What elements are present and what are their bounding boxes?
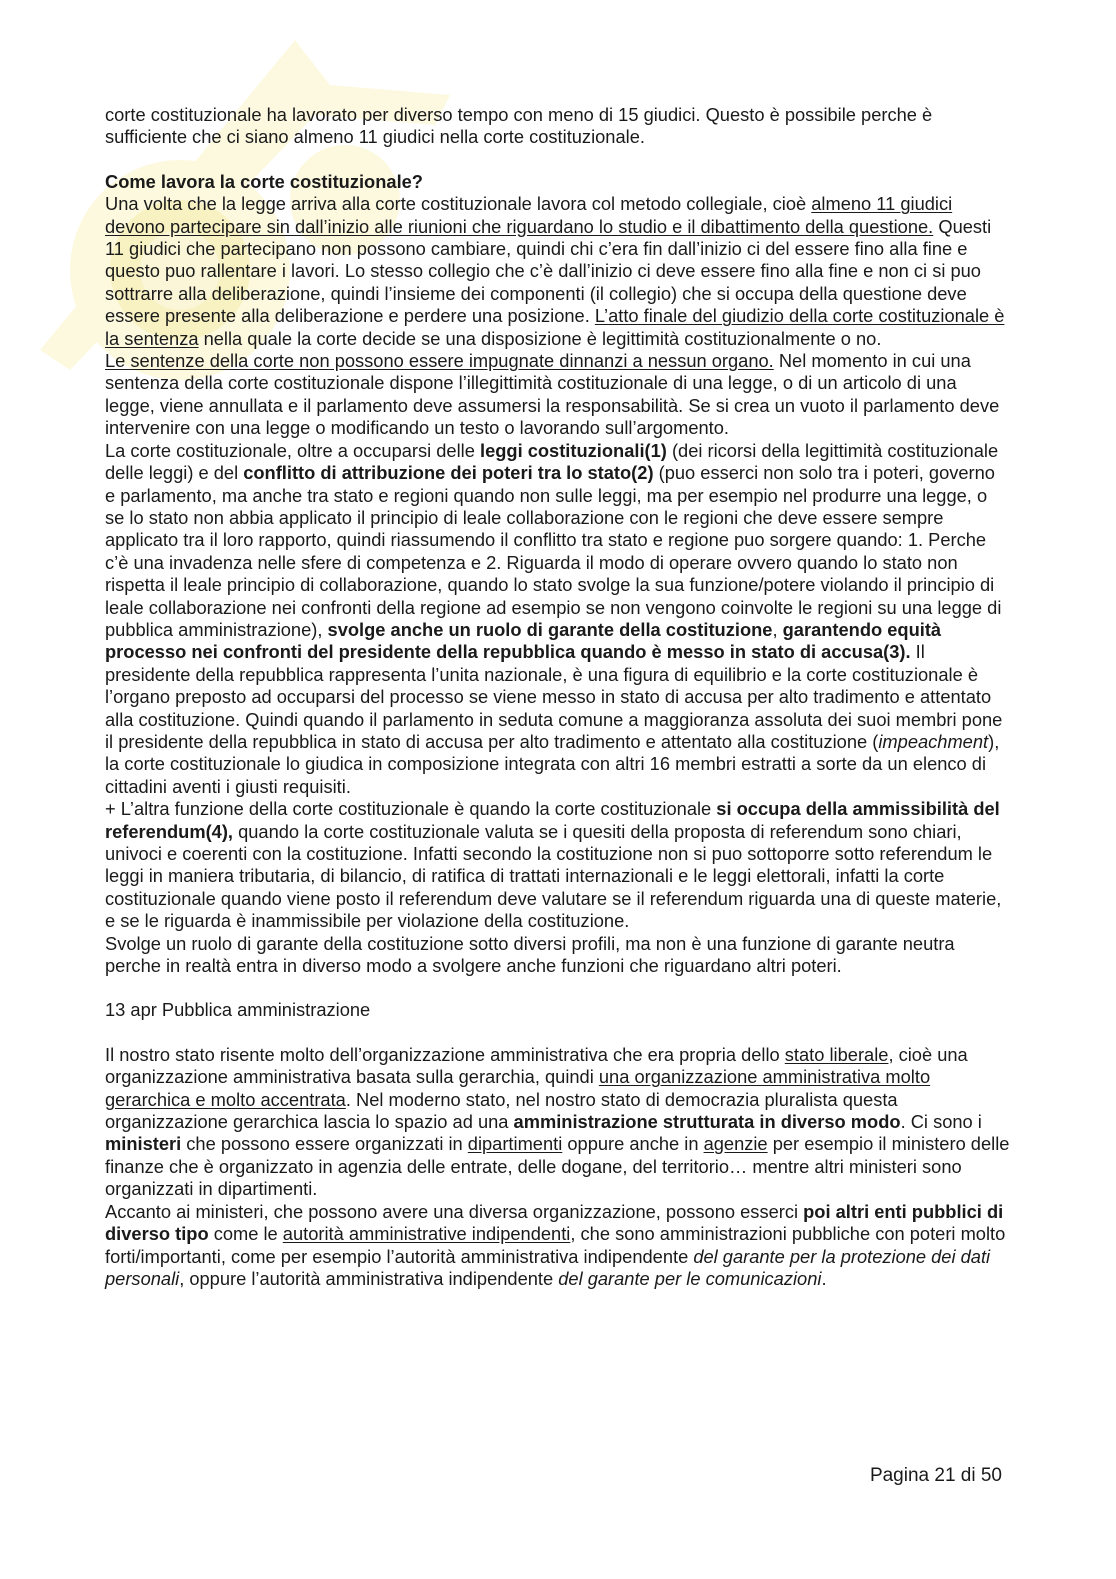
bold-text: ministeri — [105, 1133, 182, 1155]
paragraph — [105, 1044, 1010, 1201]
paragraph — [105, 1201, 1010, 1291]
underlined-text: stato liberale — [784, 1043, 889, 1065]
paragraph — [105, 350, 1010, 440]
text-run: , cioè una organizzazione amministrativa basata sulla gerarchia, quindi — [105, 1043, 968, 1088]
paragraph-spacer — [105, 149, 1010, 171]
text-run: come le — [208, 1223, 283, 1245]
text-run: Il nostro stato risente molto dell’organizzazione amministrativa che era propria dello — [105, 1043, 785, 1065]
text-run: , oppure l’autorità amministrativa indipendente — [179, 1267, 559, 1289]
paragraph — [105, 999, 1010, 1021]
italic-text: del garante per la protezione dei dati personali — [105, 1245, 991, 1289]
text-run: . — [821, 1267, 827, 1289]
bold-text: svolge anche un ruolo di garante della costituzione — [327, 618, 773, 640]
text-run: La corte costituzionale, oltre a occuparsi delle — [105, 439, 480, 461]
paragraph — [105, 193, 1010, 350]
text-run: 13 apr Pubblica amministrazione — [105, 999, 371, 1021]
bold-text: conflitto di attribuzione dei poteri tra lo stato(2) — [243, 462, 654, 484]
bold-text: si occupa della ammissibilità del referendum(4), — [105, 798, 1000, 842]
bold-text: leggi costituzionali(1) — [479, 439, 667, 461]
text-run: Una volta che la legge arriva alla corte costituzionale lavora col metodo collegiale, cioè — [105, 193, 812, 215]
underlined-text: autorità amministrative indipendenti — [282, 1223, 571, 1245]
paragraph — [105, 171, 1010, 193]
text-run: oppure anche in — [562, 1133, 704, 1155]
bold-text: garantendo equità processo nei confronti del presidente della repubblica quando è messo in stato di accusa(3). — [105, 618, 942, 663]
text-run: (dei ricorsi della legittimità costituzionale delle leggi) e del — [105, 439, 999, 484]
underlined-text: agenzie — [703, 1133, 768, 1155]
text-run: per esempio il ministero delle finanze che è organizzato in agenzia delle entrate, delle dogane, del territorio… mentre altri ministeri sono organizzati in dipartimenti. — [105, 1133, 1010, 1200]
paragraph-spacer — [105, 977, 1010, 999]
text-run: . Nel moderno stato, nel nostro stato di democrazia pluralista questa organizzazione gerarchica lascia lo spazio ad una — [105, 1088, 898, 1133]
paragraph — [105, 440, 1010, 799]
text-run: Nel momento in cui una sentenza della corte costituzionale dispone l’illegittimità costituzionale di una legge, o di un articolo di una legge, viene annullata e il parlamento deve assumersi la responsabilità. Se si crea un vuoto il parlamento deve intervenire con una legge o modificando un testo o lavorando sull’argomento. — [105, 350, 1000, 439]
page-number: Pagina 21 di 50 — [869, 1465, 1002, 1486]
bold-text: Come lavora la corte costituzionale? — [105, 170, 423, 192]
paragraph — [105, 933, 1010, 978]
bold-text: amministrazione strutturata in diverso modo — [513, 1111, 901, 1133]
document-body — [105, 104, 1010, 1290]
paragraph — [105, 798, 1010, 932]
underlined-text: una organizzazione amministrativa molto gerarchica e molto accentrata — [105, 1066, 931, 1110]
text-run: corte costituzionale ha lavorato per diverso tempo con meno di 15 giudici. Questo è possibile perche è sufficiente che ci siano almeno 11 giudici nella corte costituzionale. — [105, 104, 933, 148]
text-run: , che sono amministrazioni pubbliche con poteri molto forti/importanti, come per esempio l’autorità amministrativa indipendente — [105, 1223, 1006, 1267]
underlined-text: almeno 11 giudici devono partecipare sin dall’inizio alle riunioni che riguardano lo studio e il dibattimento della questione. — [105, 193, 953, 237]
italic-text: impeachment — [878, 730, 989, 752]
paragraph — [105, 104, 1010, 149]
text-run: ), la corte costituzionale lo giudica in composizione integrata con altri 16 membri estratti a sorte da un elenco di cittadini aventi i giusti requisiti. — [105, 730, 1000, 797]
bold-text: poi altri enti pubblici di diverso tipo — [105, 1200, 1004, 1245]
underlined-text: L’atto finale del giudizio della corte costituzionale è la sentenza — [105, 305, 1005, 349]
text-run: che possono essere organizzati in — [181, 1133, 468, 1155]
text-run: quando la corte costituzionale valuta se i quesiti della proposta di referendum sono chiari, univoci e coerenti con la costituzione. Infatti secondo la costituzione non si puo sottoporre sotto referendum le leggi in maniera tributaria, di bilancio, di ratifica di trattati internazionali e le leggi elettorali, infatti la corte costituzionale quando viene posto il referendum deve valutare se il referendum riguarda una di queste materie, e se le riguarda è inammissibile per violazione della costituzione. — [105, 820, 1002, 932]
underlined-text: dipartimenti — [467, 1133, 563, 1155]
text-run: + L’altra funzione della corte costituzionale è quando la corte costituzionale — [105, 798, 717, 820]
text-run: Il presidente della repubblica rappresenta l’unita nazionale, è una figura di equilibrio e la corte costituzionale è l’organo preposto ad occuparsi del processo se viene messo in stato di accusa per alto tradimento e attentato alla costituzione. Quindi quando il parlamento in seduta comune a maggioranza assoluta dei suoi membri pone il presidente della repubblica in stato di accusa per alto tradimento e attentato alla costituzione ( — [105, 641, 1003, 752]
paragraph-spacer — [105, 1022, 1010, 1044]
text-run: Accanto ai ministeri, che possono avere una diversa organizzazione, possono esserci — [105, 1200, 804, 1222]
text-run: , — [772, 618, 783, 640]
text-run: (puo esserci non solo tra i poteri, governo e parlamento, ma anche tra stato e regioni quando non sulle leggi, ma per esempio nel produrre una legge, o se lo stato non abbia applicato il principio di leale collaborazione con le regioni che deve essere sempre applicato tra il loro rapporto, quindi riassumendo il conflitto tra stato e regione puo sorgere quando: 1. Perche c’è una invadenza nelle sfere di competenza e 2. Riguarda il modo di operare ovvero quando lo stato non rispetta il leale principio di collaborazione, quando lo stato svolge la sua funzione/potere violando il principio di leale collaborazione nei confronti della regione ad esempio se non vengono coinvolte le regioni su una legge di pubblica amministrazione), — [105, 462, 1002, 640]
text-run: Questi 11 giudici che partecipano non possono cambiare, quindi chi c’era fin dall’inizio ci del essere fino alla fine e questo puo rallentare i lavori. Lo stesso collegio che c’è dall’inizio ci deve essere fino alla fine e non ci si puo sottrarre alla deliberazione, quindi l’insieme dei componenti (il collegio) che si occupa della questione deve essere presente alla deliberazione e perdere una posizione. — [105, 215, 992, 327]
underlined-text: Le sentenze della corte non possono essere impugnate dinnanzi a nessun organo. — [105, 350, 774, 372]
text-run: Svolge un ruolo di garante della costituzione sotto diversi profili, ma non è una funzione di garante neutra perche in realtà entra in diverso modo a svolgere anche funzioni che riguardano altri poteri. — [105, 932, 955, 977]
text-run: . Ci sono i — [900, 1111, 982, 1133]
italic-text: del garante per le comunicazioni — [558, 1267, 822, 1289]
text-run: nella quale la corte decide se una disposizione è legittimità costituzionalmente o no. — [198, 327, 882, 349]
